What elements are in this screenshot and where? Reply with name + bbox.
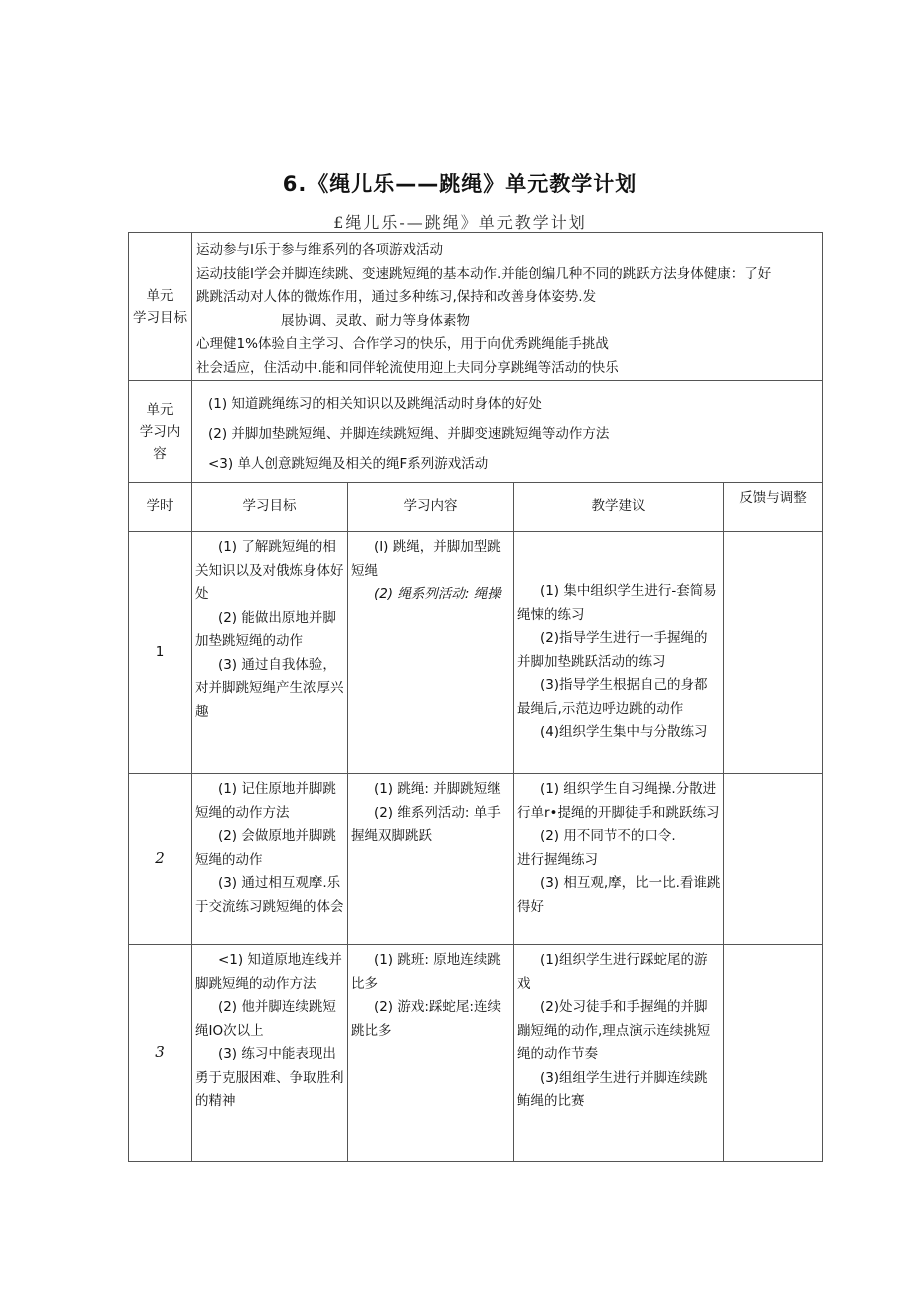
goals-cell: (1) 记住原地并脚跳短绳的动作方法 (2) 会做原地并脚跳短绳的动作 (3) 通过相互观摩.乐于交流练习跳短绳的体会 — [192, 774, 348, 945]
content-line: (2) 并脚加垫跳短绳、并脚连续跳短绳、并脚变速跳短绳等动作方法 — [208, 426, 610, 442]
advice-cell: (1) 组织学生自习绳操.分散进行单r•提绳的开脚徒手和跳跃练习 (2) 用不同节不的口令. 进行握绳练习 (3) 相互观,摩，比一比.看谁跳得好 — [514, 774, 724, 945]
objectives-label: 单元 学习目标 — [129, 233, 192, 381]
lesson-number: 3 — [129, 945, 192, 1162]
unit-objectives-row — [129, 233, 823, 381]
objective-line: 展协调、灵敢、耐力等身体素物 — [281, 312, 470, 329]
table-row — [129, 945, 823, 1162]
objective-line: 社会适应，住活动中.能和同伴轮流使用迎上夫同分享跳绳等活动的快乐 — [196, 359, 619, 376]
advice-cell: (1) 集中组织学生进行-套简易绳悚的练习 (2)指导学生进行一手握绳的并脚加垫跳跃活动的练习 (3)指导学生根据自己的身都最绳后,示范边呼边跳的动作 (4)组织学生集中与分散练习 — [514, 532, 724, 774]
lesson-number: 1 — [129, 532, 192, 774]
header-content: 学习内容 — [348, 483, 514, 532]
goals-cell: <1) 知道原地连线并脚跳短绳的动作方法 (2) 他并脚连续跳短绳IO次以上 (3) 练习中能表现出勇于克服困难、争取胜利的精神 — [192, 945, 348, 1162]
objective-line: 跳跳活动对人体的微炼作用，通过多种练习,保持和改善身体姿势.发 — [196, 289, 597, 305]
content-line: (1) 知道跳绳练习的相关知识以及跳绳活动时身体的好处 — [208, 396, 542, 412]
header-feedback: 反馈与调整 — [724, 483, 823, 532]
content-cell: (1) 跳绳: 并脚跳短继 (2) 维系列活动: 单手握绳双脚跳跃 — [348, 774, 514, 945]
advice-cell: (1)组织学生进行踩蛇尾的游戏 (2)处习徒手和手握绳的并脚蹦短绳的动作,理点演示连续挑短绳的动作节奏 (3)组组学生进行并脚连续跳鲔绳的比赛 — [514, 945, 724, 1162]
header-advice: 教学建议 — [514, 483, 724, 532]
table-row — [129, 774, 823, 945]
feedback-cell — [724, 945, 823, 1162]
content-text — [192, 381, 823, 483]
teaching-plan-table — [128, 232, 823, 1162]
content-cell: (I) 跳绳，并脚加型跳短绳 (2) 绳系列活动: 绳操 — [348, 532, 514, 774]
lesson-number: 2 — [129, 774, 192, 945]
page-title: 6.《绳儿乐——跳绳》单元教学计划 — [282, 172, 638, 196]
feedback-cell — [724, 774, 823, 945]
unit-content-row — [129, 381, 823, 483]
content-cell: (1) 跳班: 原地连续跳比多 (2) 游戏:踩蛇尾:连续跳比多 — [348, 945, 514, 1162]
table-row — [129, 532, 823, 774]
header-lesson: 学时 — [129, 483, 192, 532]
feedback-cell — [724, 532, 823, 774]
objective-line: 运动参与I乐于参与维系列的各项游戏活动 — [196, 242, 443, 258]
objective-line: 运动技能I学会并脚连续跳、变速跳短绳的基本动作.并能创编几种不同的跳跃方法身体健康：了好 — [196, 265, 772, 282]
page-subtitle: £绳儿乐-—跳绳》单元教学计划 — [333, 213, 587, 232]
objectives-text — [192, 233, 823, 381]
objective-line: 心理健1%体验自主学习、合作学习的快乐，用于向优秀跳绳能手挑战 — [196, 336, 609, 352]
header-goals: 学习目标 — [192, 483, 348, 532]
content-label: 单元 学习内 容 — [129, 381, 192, 483]
goals-cell: (1) 了解跳短绳的相关知识以及对俄炼身体好处 (2) 能做出原地并脚加垫跳短绳的动作 (3) 通过自我体验，对并脚跳短绳产生浓厚兴趣 — [192, 532, 348, 774]
content-line: <3) 单人创意跳短绳及相关的绳F系列游戏活动 — [208, 456, 489, 472]
header-row — [129, 483, 823, 532]
